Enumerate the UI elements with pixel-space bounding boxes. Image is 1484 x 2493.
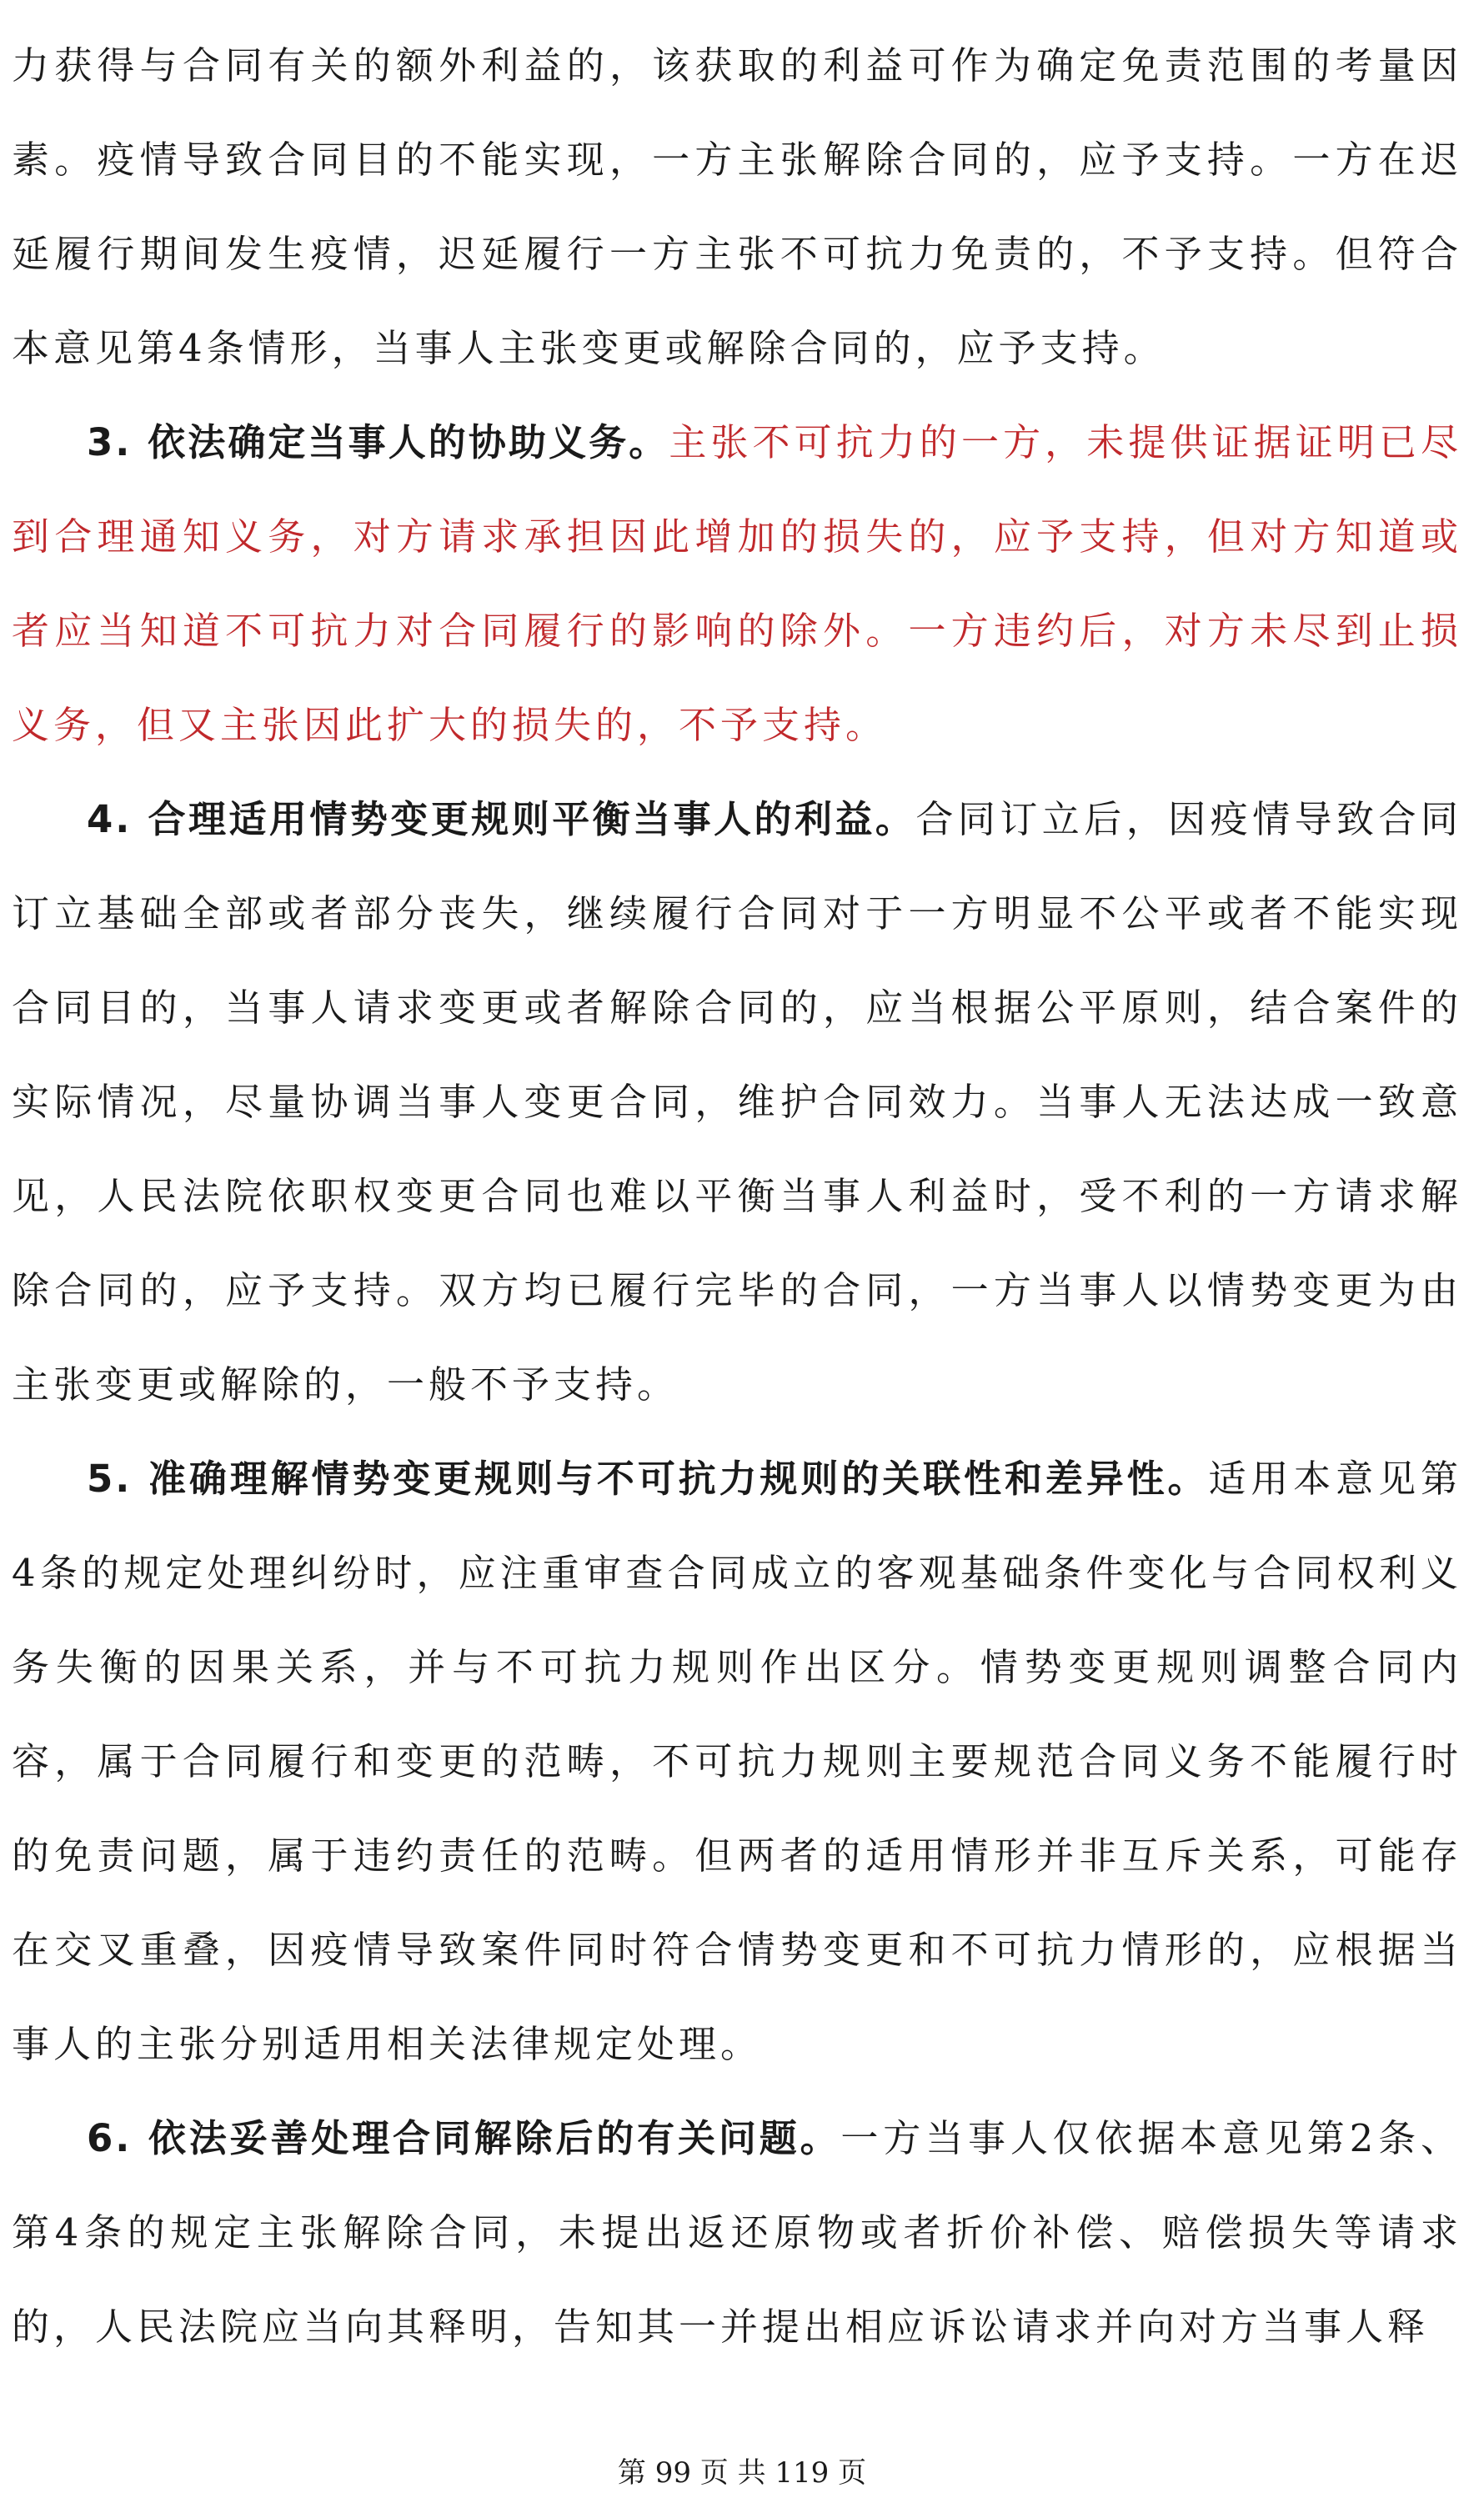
paragraph-heading: 4. 合理适用情势变更规则平衡当事人的利益。 [87,797,916,841]
paragraph-text: 适用本意见第4条的规定处理纠纷时，应注重审查合同成立的客观基础条件变化与合同权利义务失衡的因果关系，并与不可抗力规则作出区分。情势变更规则调整合同内容，属于合同履行和变更的范畴，不可抗力规则主要规范合同义务不能履行时的免责问题，属于违约责任的范畴。但两者的适用情形并非互斥关系，可能存在交叉重叠，因疫情导致案件同时符合情势变更和不可抗力情形的，应根据当事人的主张分别适用相关法律规定处理。 [12,1457,1462,2066]
page-number-footer: 第 99 页 共 119 页 [617,2456,867,2490]
paragraph-continuation [12,18,1462,395]
paragraph-heading: 6. 依法妥善处理合同解除后的有关问题。 [87,2116,841,2160]
paragraph-text: 力获得与合同有关的额外利益的，该获取的利益可作为确定免责范围的考量因素。疫情导致合同目的不能实现，一方主张解除合同的，应予支持。一方在迟延履行期间发生疫情，迟延履行一方主张不可抗力免责的，不予支持。但符合本意见第4条情形，当事人主张变更或解除合同的，应予支持。 [12,43,1462,370]
paragraph-text-highlighted: 主张不可抗力的一方，未提供证据证明已尽到合理通知义务，对方请求承担因此增加的损失的，应予支持，但对方知道或者应当知道不可抗力对合同履行的影响的除外。一方违约后，对方未尽到止损义务，但又主张因此扩大的损失的，不予支持。 [12,420,1462,747]
paragraph-item-5 [12,1432,1462,2091]
paragraph-text: 一方当事人仅依据本意见第2条、第4条的规定主张解除合同，未提出返还原物或者折价补偿、赔偿损失等请求的，人民法院应当向其释明，告知其一并提出相应诉讼请求并向对方当事人释 [12,2116,1462,2349]
paragraph-item-6 [12,2091,1462,2374]
paragraph-item-4 [12,772,1462,1432]
paragraph-item-3 [12,395,1462,772]
paragraph-heading: 5. 准确理解情势变更规则与不可抗力规则的关联性和差异性。 [87,1457,1209,1501]
paragraph-heading: 3. 依法确定当事人的协助义务。 [87,420,669,464]
paragraph-text: 合同订立后，因疫情导致合同订立基础全部或者部分丧失，继续履行合同对于一方明显不公平或者不能实现合同目的，当事人请求变更或者解除合同的，应当根据公平原则，结合案件的实际情况，尽量协调当事人变更合同，维护合同效力。当事人无法达成一致意见，人民法院依职权变更合同也难以平衡当事人利益时，受不利的一方请求解除合同的，应予支持。双方均已履行完毕的合同，一方当事人以情势变更为由主张变更或解除的，一般不予支持。 [12,797,1462,1407]
document-body [12,18,1462,2374]
